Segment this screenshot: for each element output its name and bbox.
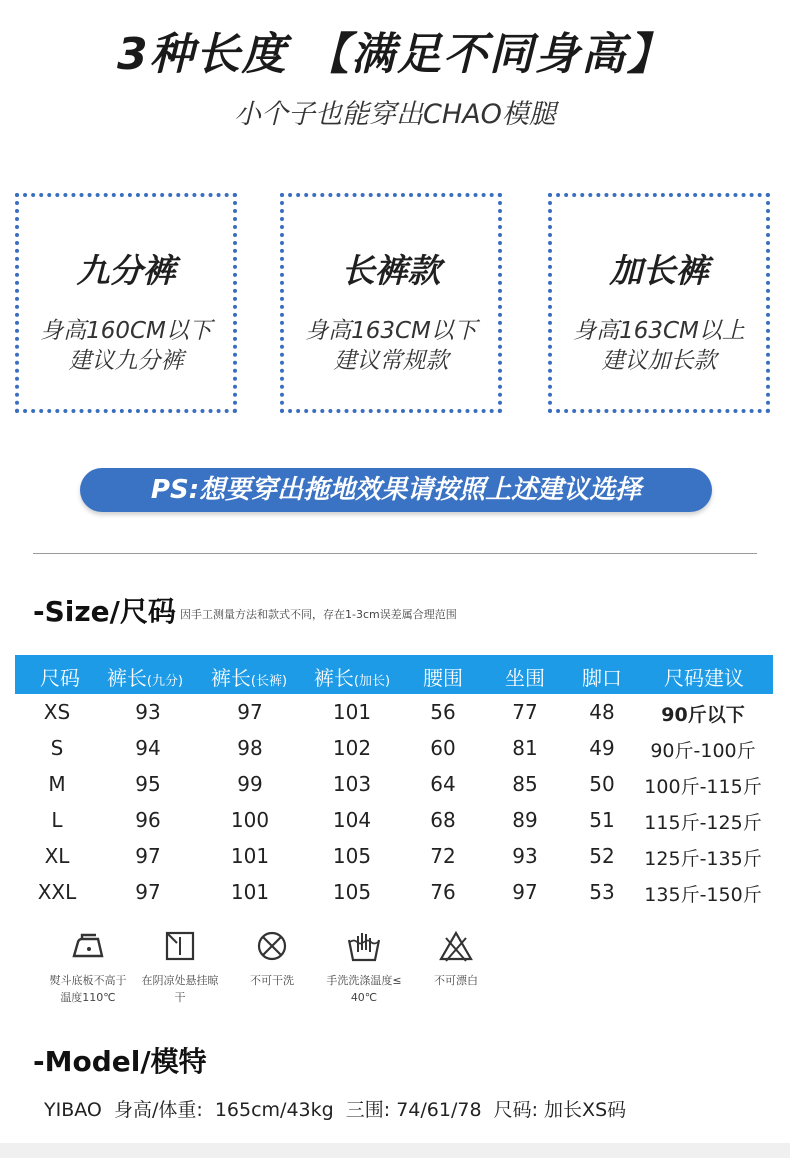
header-length-regular: [211, 662, 287, 691]
header-leg-opening: [582, 662, 622, 691]
cell-hip: 77: [512, 700, 538, 724]
cell-length-long: 105: [332, 844, 372, 868]
header-main: 裤长: [106, 666, 147, 690]
header-main: 裤长: [210, 666, 251, 690]
size-table-header: [15, 655, 773, 694]
cell-size: XS: [43, 700, 71, 724]
header-main: 裤长: [313, 666, 354, 690]
cell-length-long: 103: [332, 772, 372, 796]
cell-leg-opening: 50: [589, 772, 615, 796]
cell-waist: 56: [430, 700, 456, 724]
cell-size: L: [51, 808, 63, 832]
care-label: 不可漂白: [434, 974, 478, 987]
page-title: 3种长度 【满足不同身高】: [117, 29, 673, 80]
cell-size-advice: 115斤-125斤: [644, 812, 762, 834]
cell-waist: 76: [430, 880, 456, 904]
care-label: 干: [174, 991, 186, 1004]
cell-waist: 64: [430, 772, 456, 796]
cell-leg-opening: 49: [589, 736, 615, 760]
cell-hip: 97: [512, 880, 538, 904]
cell-length-cropped: 94: [135, 736, 161, 760]
cell-size: S: [50, 736, 64, 760]
no-dry-clean-icon: [226, 930, 318, 964]
header-size-advice: [664, 662, 744, 691]
cell-length-long: 105: [332, 880, 372, 904]
cell-size-advice: 100斤-115斤: [644, 776, 762, 798]
header-waist: [423, 662, 463, 691]
iron-icon: [42, 930, 134, 964]
cell-waist: 68: [430, 808, 456, 832]
header-sub: (九分): [146, 674, 184, 689]
cell-length-regular: 101: [230, 844, 270, 868]
header-hip: [505, 662, 545, 691]
cell-length-cropped: 93: [135, 700, 161, 724]
size-note: 因手工测量方法和款式不同，存在1-3cm误差属合理范围: [180, 608, 457, 621]
cell-length-regular: 97: [237, 700, 263, 724]
cell-length-regular: 101: [230, 880, 270, 904]
header-main: 坐围: [505, 666, 545, 690]
header-sub: (加长): [353, 674, 391, 689]
card-height-rule: 身高163CM以下: [305, 318, 477, 344]
cell-size-advice: 90斤-100斤: [650, 740, 756, 762]
care-label: 手洗洗涤温度≤: [326, 974, 402, 987]
care-label: 在阴凉处悬挂晾: [141, 974, 219, 987]
card-title: 长裤款: [341, 251, 441, 290]
size-heading: -Size/尺码: [33, 595, 176, 628]
ps-note-banner: PS:想要穿出拖地效果请按照上述建议选择: [80, 468, 712, 512]
cell-length-long: 101: [332, 700, 372, 724]
cell-waist: 72: [430, 844, 456, 868]
header-main: 脚口: [582, 666, 622, 690]
header-size: [40, 662, 80, 691]
table-row: [0, 736, 790, 766]
cell-size-advice: 125斤-135斤: [644, 848, 762, 870]
cell-hip: 93: [512, 844, 538, 868]
bottom-band: [0, 1143, 790, 1158]
cell-leg-opening: 53: [589, 880, 615, 904]
no-bleach-icon: [410, 930, 502, 964]
cell-length-regular: 100: [230, 808, 270, 832]
care-no-bleach: [410, 930, 502, 989]
section-divider: [33, 553, 757, 554]
care-label: 40℃: [350, 991, 378, 1004]
table-row: [0, 844, 790, 874]
cell-length-cropped: 95: [135, 772, 161, 796]
care-hand-wash: [318, 930, 410, 1006]
cell-length-long: 102: [332, 736, 372, 760]
card-recommendation: 建议常规款: [333, 348, 449, 374]
cell-hip: 81: [512, 736, 538, 760]
length-card-long: [548, 193, 770, 413]
header-length-long: [314, 662, 390, 691]
card-recommendation: 建议加长款: [601, 348, 717, 374]
care-label: 熨斗底板不高于: [49, 974, 127, 987]
care-label: 不可干洗: [250, 974, 294, 987]
header-length-cropped: [107, 662, 183, 691]
model-heading: -Model/模特: [33, 1045, 207, 1078]
table-row: [0, 808, 790, 838]
header-main: 尺码: [40, 666, 80, 690]
card-height-rule: 身高163CM以上: [573, 318, 745, 344]
cell-length-regular: 99: [237, 772, 263, 796]
cell-size-advice: 90斤以下: [661, 704, 745, 726]
table-row: [0, 880, 790, 910]
length-card-regular: [280, 193, 502, 413]
cell-waist: 60: [430, 736, 456, 760]
cell-leg-opening: 51: [589, 808, 615, 832]
line-dry-shade-icon: [134, 930, 226, 964]
table-row: [0, 772, 790, 802]
card-height-rule: 身高160CM以下: [40, 318, 212, 344]
page-subtitle: 小个子也能穿出CHAO模腿: [234, 99, 556, 130]
header-sub: (长裤): [250, 674, 288, 689]
cell-hip: 85: [512, 772, 538, 796]
cell-size: M: [48, 772, 66, 796]
cell-length-regular: 98: [237, 736, 263, 760]
header-main: 尺码建议: [664, 666, 744, 690]
cell-length-cropped: 97: [135, 880, 161, 904]
cell-size: XL: [44, 844, 70, 868]
care-label: 温度110℃: [60, 991, 116, 1004]
table-row: [0, 700, 790, 730]
cell-size-advice: 135斤-150斤: [644, 884, 762, 906]
care-iron: [42, 930, 134, 1006]
cell-leg-opening: 52: [589, 844, 615, 868]
cell-length-cropped: 97: [135, 844, 161, 868]
cell-length-cropped: 96: [135, 808, 161, 832]
care-line-dry: [134, 930, 226, 1006]
card-title: 九分裤: [76, 251, 176, 290]
cell-leg-opening: 48: [589, 700, 615, 724]
cell-length-long: 104: [332, 808, 372, 832]
card-recommendation: 建议九分裤: [68, 348, 184, 374]
care-no-dry-clean: [226, 930, 318, 989]
model-info: YIBAO 身高/体重: 165cm/43kg 三围: 74/61/78 尺码: 加长XS码: [44, 1099, 627, 1121]
cell-hip: 89: [512, 808, 538, 832]
header-main: 腰围: [423, 666, 463, 690]
cell-size: XXL: [37, 880, 77, 904]
length-card-cropped: [15, 193, 237, 413]
card-title: 加长裤: [609, 251, 709, 290]
hand-wash-icon: [318, 930, 410, 964]
